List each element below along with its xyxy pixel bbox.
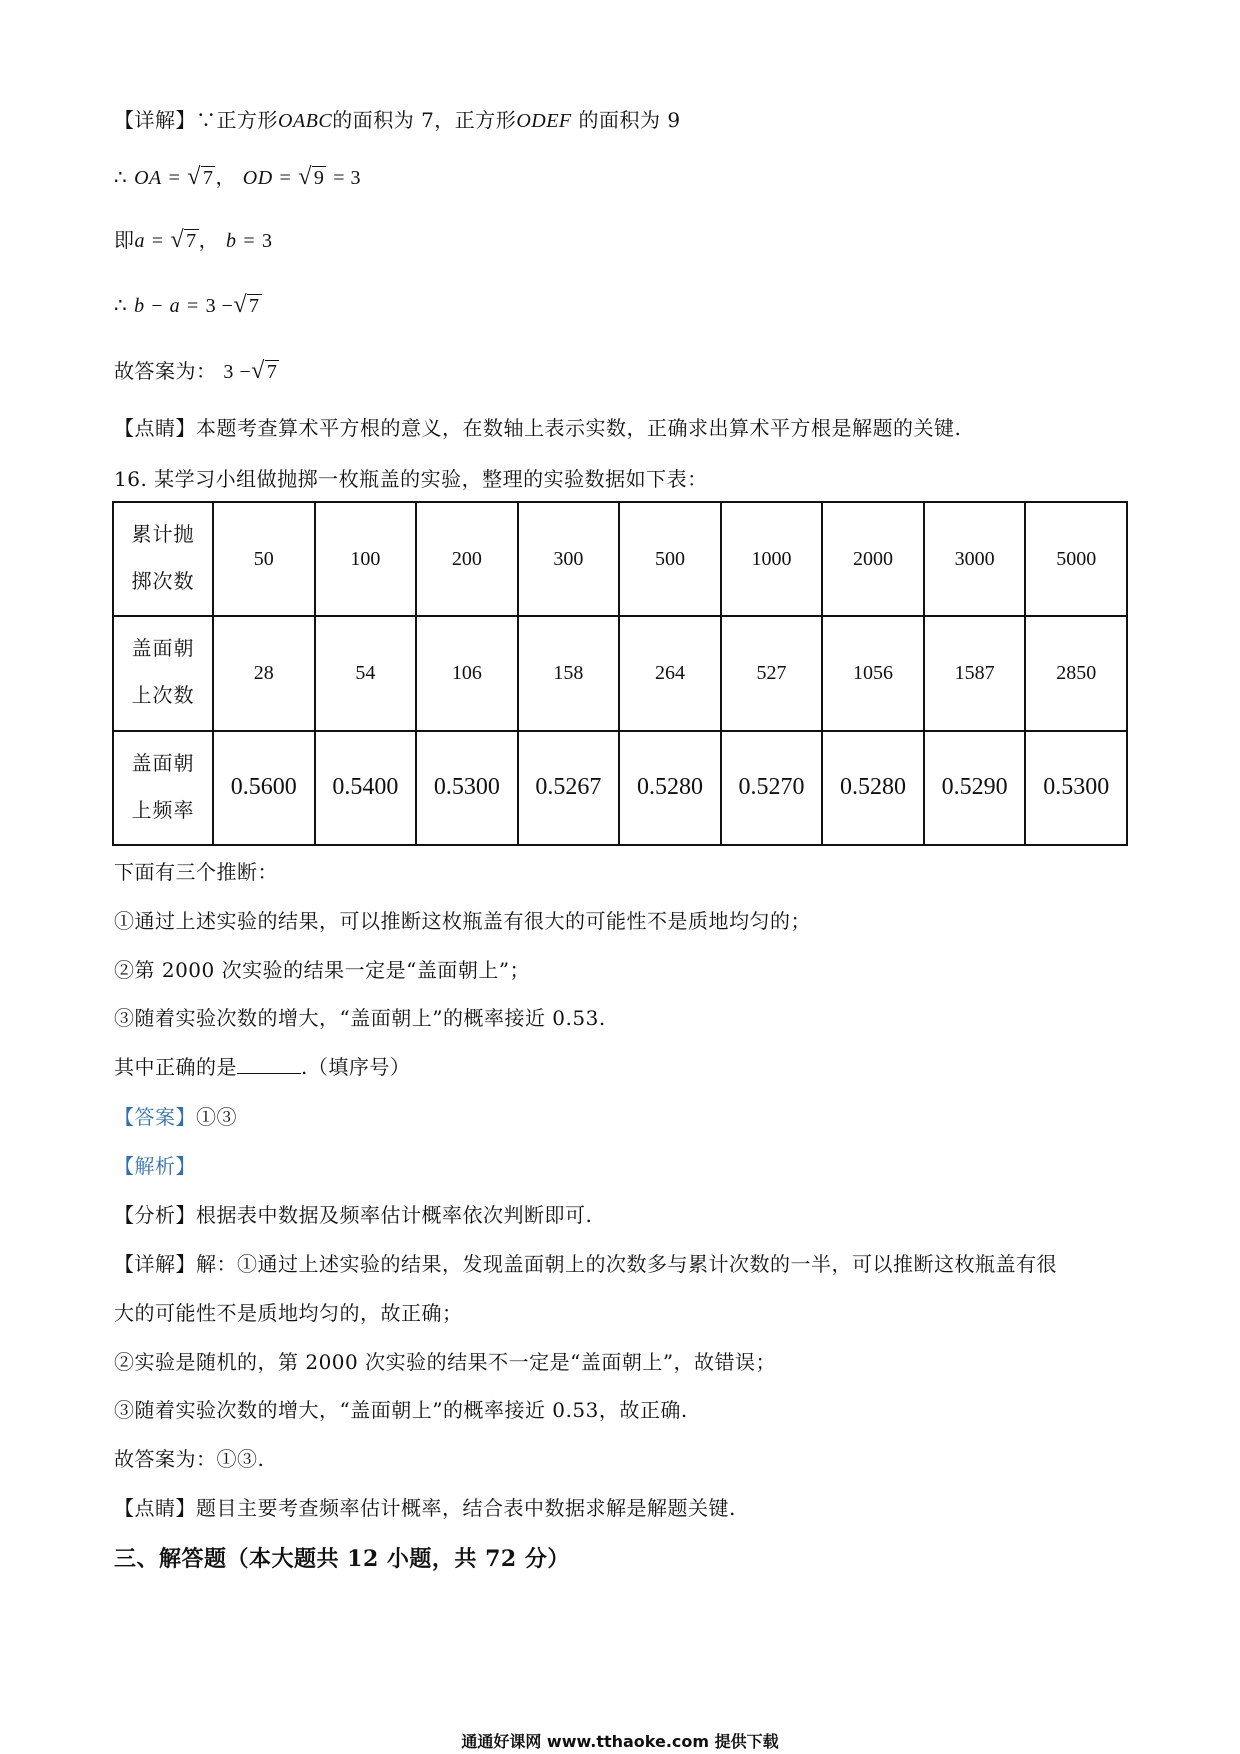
detail-line — [114, 106, 681, 135]
table-cell: 527 — [721, 616, 823, 730]
sqrt-seven — [187, 163, 215, 192]
table-cell: 0.5300 — [1025, 731, 1127, 845]
var-b: b — [226, 230, 237, 252]
table-cell: 100 — [315, 502, 417, 616]
table-cell: 0.5267 — [518, 731, 620, 845]
comma: ， — [198, 228, 220, 252]
equals-sign: = — [168, 167, 181, 189]
var-a: a — [134, 230, 145, 252]
equals-sign: = — [243, 230, 256, 252]
equals-sign: = — [279, 167, 292, 189]
answer-blank — [237, 1053, 301, 1074]
table-cell: 158 — [518, 616, 620, 730]
oa-label: OA — [134, 167, 162, 189]
radical-sign: √ — [251, 358, 265, 384]
table-cell: 1587 — [924, 616, 1026, 730]
prompt-text: 其中正确的是 — [114, 1055, 237, 1079]
oa-od-equation — [114, 163, 361, 192]
table-cell: 0.5600 — [213, 731, 315, 845]
three-minus: 3 − — [223, 361, 252, 383]
sqrt-nine — [298, 163, 326, 192]
radicand: 7 — [249, 295, 260, 317]
row-header-cap-up-count — [113, 616, 213, 730]
inference-1: ①通过上述实验的结果，可以推断这枚瓶盖有很大的可能性不是质地均匀的； — [114, 909, 811, 933]
radical-sign: √ — [187, 164, 201, 190]
table-cell: 0.5400 — [315, 731, 417, 845]
therefore-symbol: ∴ — [114, 293, 128, 317]
detail-text-2: 大的可能性不是质地均匀的，故正确； — [114, 1301, 463, 1325]
table-row — [113, 616, 1127, 730]
table-row — [113, 502, 1127, 616]
detail-end: 的面积为 9 — [571, 108, 681, 132]
table-cell: 200 — [416, 502, 518, 616]
header-line: 上次数 — [131, 685, 195, 708]
header-line: 累计抛 — [131, 524, 195, 547]
ji-word: 即 — [114, 228, 135, 252]
inference-3: ③随着实验次数的增大，“盖面朝上”的概率接近 0.53. — [114, 1006, 606, 1030]
row-header-cap-up-frequency — [113, 731, 213, 845]
equals-three: = 3 — [333, 167, 361, 189]
sqrt-seven — [171, 226, 199, 255]
square-odef-name: ODEF — [516, 110, 572, 132]
table-cell: 264 — [619, 616, 721, 730]
radical-sign: √ — [298, 164, 312, 190]
analysis-label: 【解析】 — [114, 1154, 196, 1178]
header-line: 盖面朝 — [131, 752, 195, 775]
therefore-symbol: ∴ — [114, 165, 128, 189]
comment-15: 【点睛】本题考查算术平方根的意义，在数轴上表示实数，正确求出算术平方根是解题的关键. — [114, 416, 962, 440]
question-16-stem: 16. 某学习小组做抛掷一枚瓶盖的实验，整理的实验数据如下表： — [114, 467, 708, 491]
table-cell: 106 — [416, 616, 518, 730]
radical-sign: √ — [233, 292, 248, 318]
inference-2: ②第 2000 次实验的结果一定是“盖面朝上”； — [114, 958, 531, 982]
radicand: 7 — [186, 230, 197, 252]
b-minus-a-line — [114, 291, 262, 320]
detail-text-3: ②实验是随机的，第 2000 次实验的结果不一定是“盖面朝上”，故错误； — [114, 1350, 777, 1374]
answer-prefix: 故答案为： — [114, 359, 217, 383]
answer-line — [114, 1103, 237, 1131]
comment-16: 【点睛】题目主要考查频率估计概率，结合表中数据求解是解题关键. — [114, 1496, 736, 1520]
table-cell: 28 — [213, 616, 315, 730]
experiment-table — [112, 501, 1128, 846]
table-cell: 0.5290 — [924, 731, 1026, 845]
table-cell: 0.5280 — [619, 731, 721, 845]
table-cell: 54 — [315, 616, 417, 730]
table-cell: 0.5300 — [416, 731, 518, 845]
value-three: 3 — [262, 230, 273, 252]
answer-line-15 — [114, 357, 279, 386]
detail-text-4: ③随着实验次数的增大，“盖面朝上”的概率接近 0.53，故正确. — [114, 1398, 688, 1422]
table-cell: 500 — [619, 502, 721, 616]
radical-sign: √ — [170, 227, 185, 253]
table-cell: 5000 — [1025, 502, 1127, 616]
sqrt-seven — [251, 357, 279, 386]
footer-credit: 通通好课网 www.tthaoke.com 提供下载 — [461, 1732, 779, 1751]
answer-label: 【答案】 — [114, 1105, 196, 1129]
radicand: 7 — [202, 167, 214, 189]
square-oabc-name: OABC — [278, 110, 333, 132]
radicand: 9 — [313, 167, 325, 189]
table-cell: 2000 — [822, 502, 924, 616]
section-heading: 三、解答题（本大题共 12 小题，共 72 分） — [114, 1546, 570, 1572]
a-b-values — [114, 226, 273, 255]
inference-intro: 下面有三个推断： — [114, 860, 278, 884]
detail-text-1: 【详解】解：①通过上述实验的结果，发现盖面朝上的次数多与累计次数的一半，可以推断这枚瓶盖有很 — [114, 1252, 1057, 1276]
detail-mid: 的面积为 7，正方形 — [332, 108, 517, 132]
header-line: 上频率 — [131, 799, 195, 822]
radicand: 7 — [266, 361, 278, 383]
table-cell: 300 — [518, 502, 620, 616]
fill-in-prompt — [114, 1053, 410, 1081]
analysis-text: 【分析】根据表中数据及频率估计概率依次判断即可. — [114, 1203, 593, 1227]
od-label: OD — [242, 167, 273, 189]
final-answer: 故答案为：①③. — [114, 1447, 265, 1471]
table-row — [113, 731, 1127, 845]
equals-sign: = — [186, 295, 199, 317]
comma: ， — [215, 165, 236, 189]
answer-value: ①③ — [196, 1105, 237, 1129]
three-minus: 3 − — [205, 295, 234, 317]
row-header-total-throws — [113, 502, 213, 616]
detail-prefix: 【详解】∵正方形 — [114, 108, 278, 132]
table-cell: 50 — [213, 502, 315, 616]
header-line: 盖面朝 — [131, 638, 195, 661]
b-minus-a: b − a — [134, 295, 181, 317]
prompt-suffix: .（填序号） — [301, 1055, 411, 1079]
table-cell: 1056 — [822, 616, 924, 730]
equals-sign: = — [151, 230, 164, 252]
table-cell: 1000 — [721, 502, 823, 616]
table-cell: 0.5270 — [721, 731, 823, 845]
table-cell: 2850 — [1025, 616, 1127, 730]
table-cell: 3000 — [924, 502, 1026, 616]
header-line: 掷次数 — [131, 571, 195, 594]
sqrt-seven — [233, 291, 261, 320]
table-cell: 0.5280 — [822, 731, 924, 845]
